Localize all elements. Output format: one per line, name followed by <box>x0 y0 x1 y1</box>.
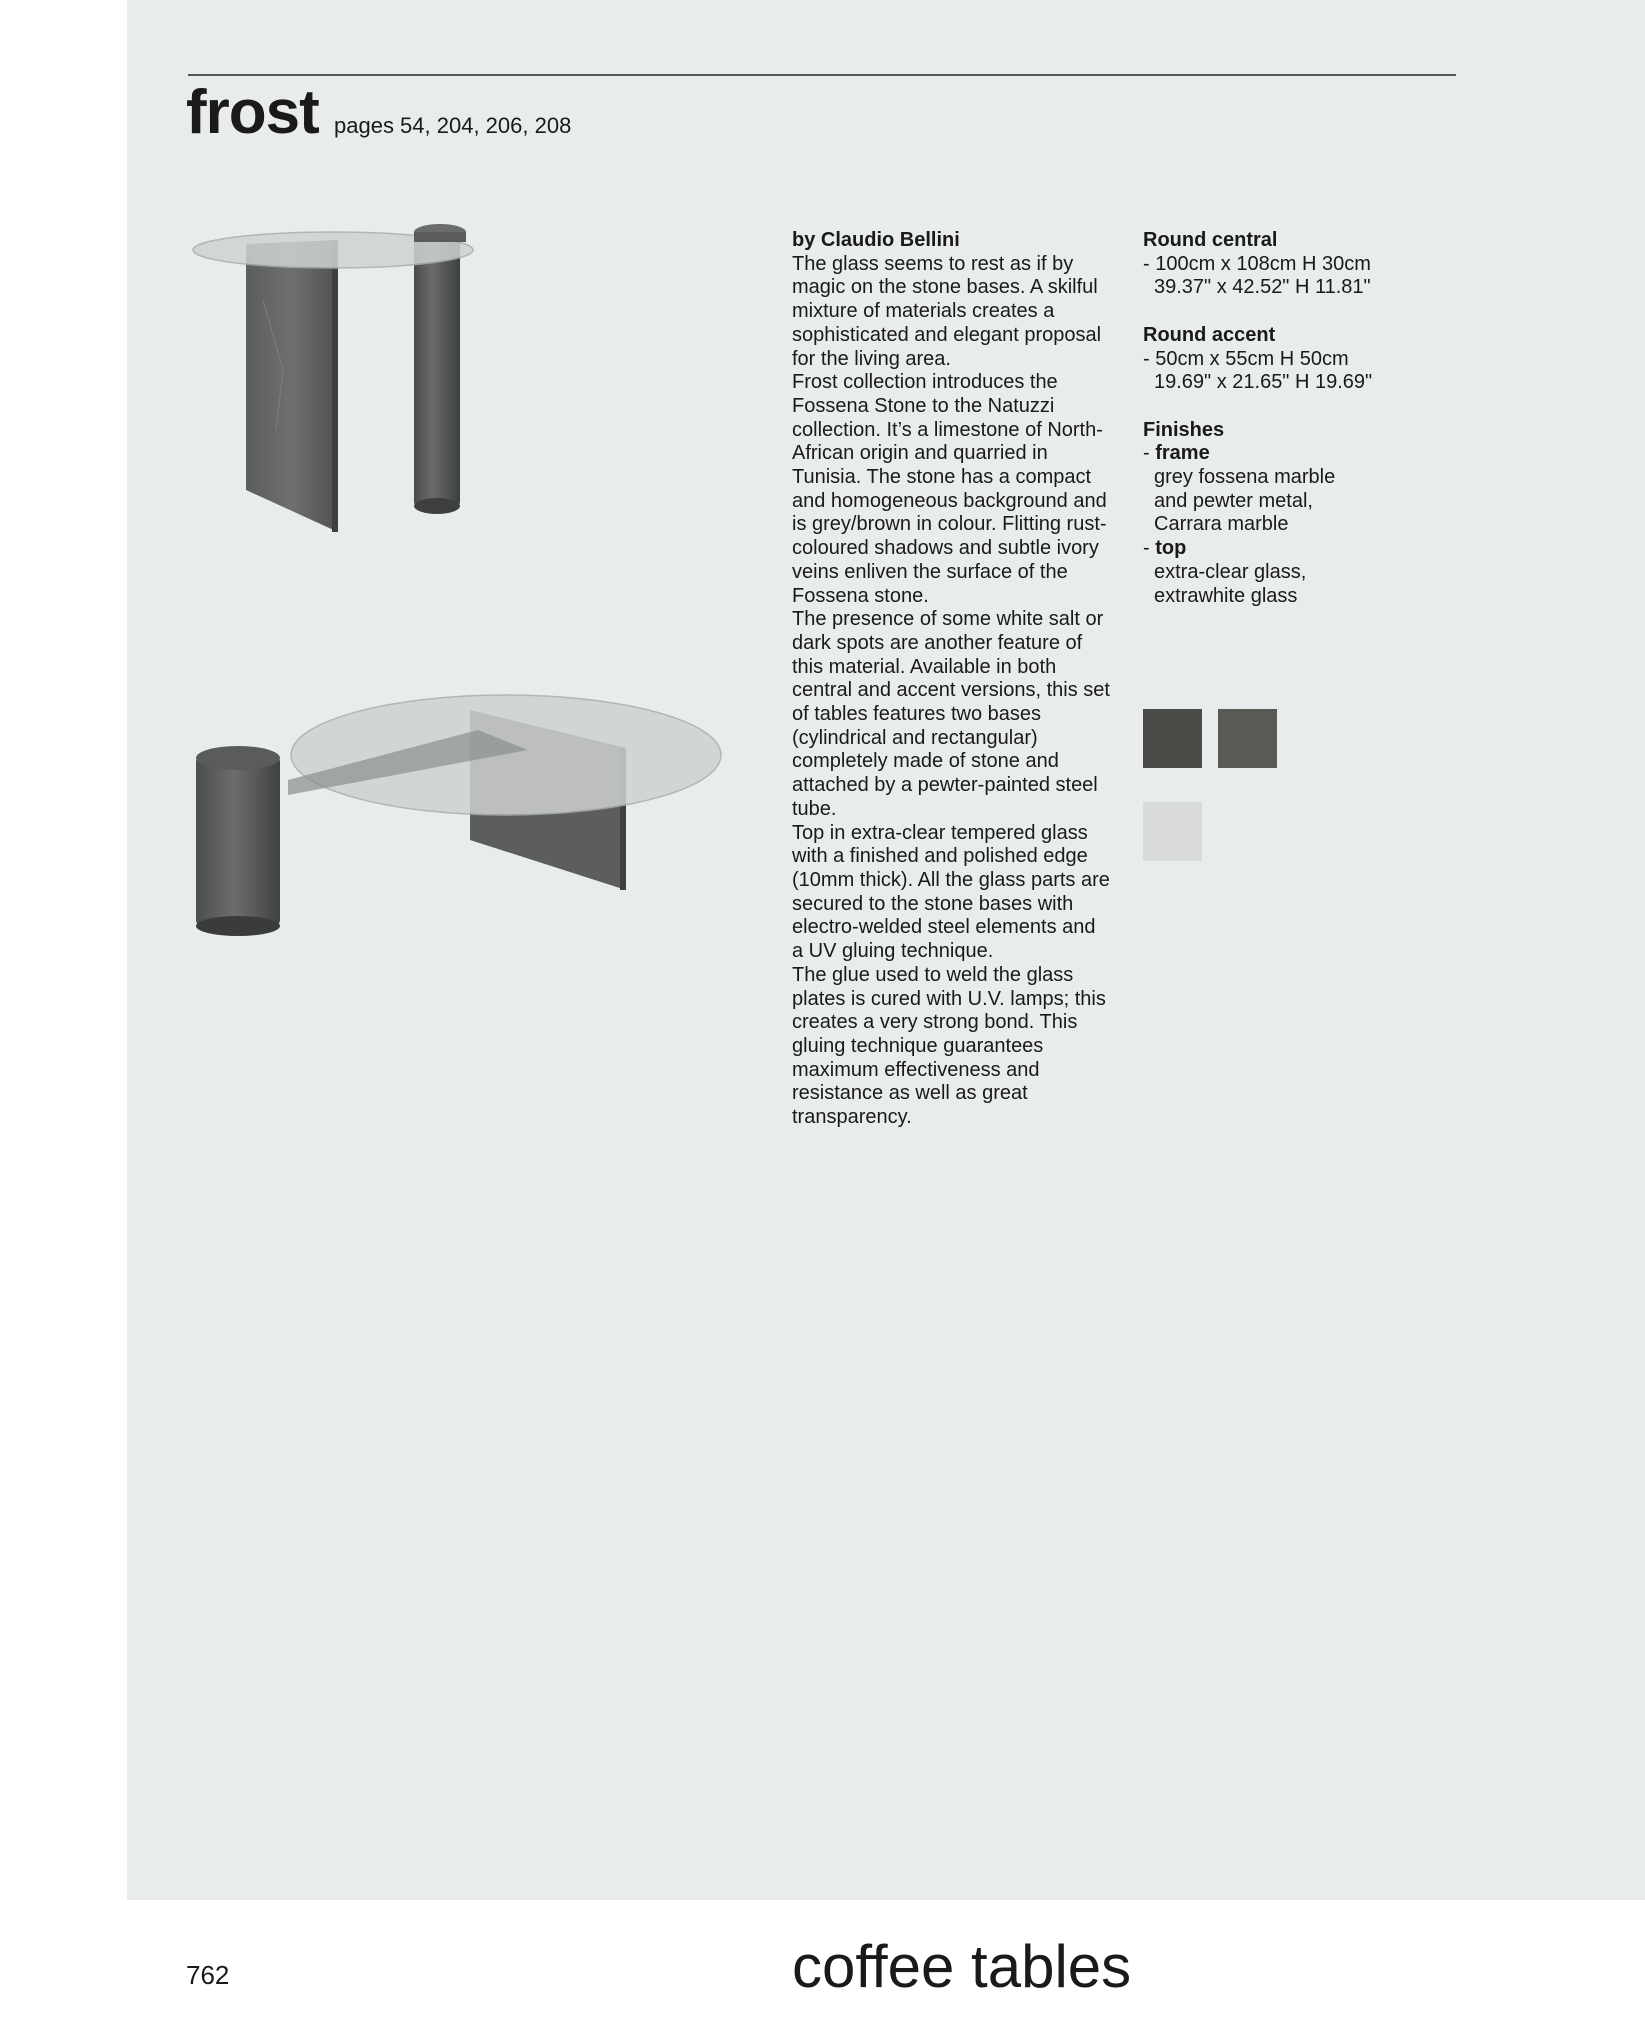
finish-frame-option: grey fossena marble <box>1154 466 1336 488</box>
description-paragraph: The glue used to weld the glass plates is cured with U.V. lamps; this creates a very strong bond. This gluing technique guarantees maximum effectiveness and resistance as well as great transparency. <box>792 963 1106 1129</box>
spec-finishes <box>1143 419 1443 609</box>
spec-dimensions-cm: - 50cm x 55cm H 50cm <box>1143 347 1349 370</box>
section-title: coffee tables <box>792 1933 1132 2000</box>
description-paragraph: Frost collection introduces the Fossena Stone to the Natuzzi collection. It’s a limestone of North-African origin and quarried in Tunisia. The stone has a compact and homogeneous background and is grey/brown in colour. Flitting rust-coloured shadows and subtle ivory veins enliven the surface of the Fossena stone. <box>792 371 1107 607</box>
finish-swatch-pewter-metal <box>1218 709 1277 768</box>
finish-top-option: extrawhite glass <box>1154 584 1298 607</box>
product-specs <box>1143 229 1443 632</box>
spec-dimensions-in: 39.37" x 42.52" H 11.81" <box>1154 276 1371 299</box>
designer-credit: by Claudio Bellini <box>792 229 960 251</box>
spec-heading: Round central <box>1143 229 1278 251</box>
description-paragraph: Top in extra-clear tempered glass with a finished and polished edge (10mm thick). All the glass parts are secured to the stone bases with electro-welded steel elements and a UV gluing technique. <box>792 821 1110 963</box>
spec-dimensions-cm: - 100cm x 108cm H 30cm <box>1143 252 1371 275</box>
description-paragraph: The presence of some white salt or dark spots are another feature of this material. Available in both central and accent versions, this set of tables features two bases (cylindrical and rectangular) completely made of stone and attached by a pewter-painted steel tube. <box>792 608 1110 820</box>
spec-heading: Finishes <box>1143 418 1225 441</box>
central-table-image <box>188 690 728 940</box>
page-references: pages 54, 204, 206, 208 <box>334 113 572 138</box>
finish-top-label: - top <box>1143 537 1187 560</box>
description-paragraph: The glass seems to rest as if by magic on the stone bases. A skilful mixture of materials creates a sophisticated and elegant proposal for the living area. <box>792 252 1102 370</box>
product-title: frost <box>186 78 319 147</box>
page-number: 762 <box>186 1960 230 1990</box>
finish-frame-option: Carrara marble <box>1154 513 1289 536</box>
spec-dimensions-in: 19.69" x 21.65" H 19.69" <box>1154 371 1373 394</box>
accent-table-image <box>188 220 478 550</box>
finish-swatch-fossena-marble <box>1143 709 1202 768</box>
spec-round-accent <box>1143 324 1443 395</box>
product-description <box>792 229 1112 1130</box>
spec-heading: Round accent <box>1143 323 1276 346</box>
header-rule <box>188 74 1456 76</box>
finish-top-option: extra-clear glass, <box>1154 560 1307 583</box>
finish-frame-option: and pewter metal, <box>1154 489 1313 512</box>
finish-frame-label: - frame <box>1143 442 1210 465</box>
spec-round-central <box>1143 229 1443 300</box>
finish-swatch-carrara-marble <box>1143 802 1202 861</box>
